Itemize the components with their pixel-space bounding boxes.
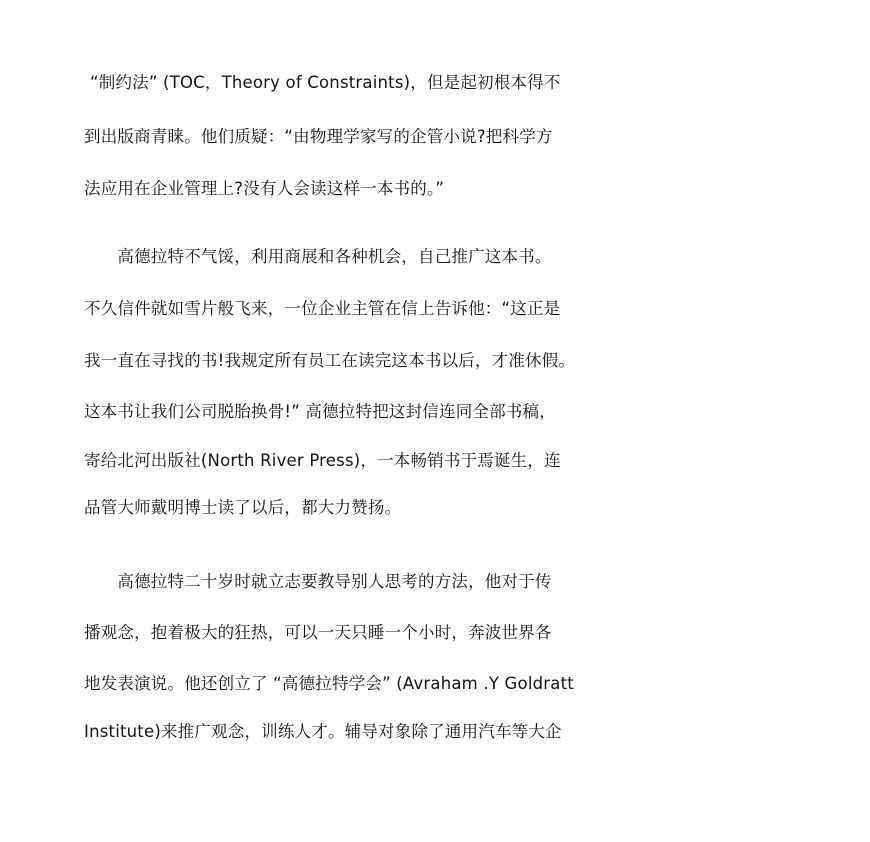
paragraph-1-line-3: 法应用在企业管理上?没有人会读这样一本书的。” (84, 179, 445, 198)
paragraph-3-line-4: Institute)来推广观念，训练人才。辅导对象除了通用汽车等大企 (84, 722, 562, 741)
paragraph-1-line-2: 到出版商青睐。他们质疑：“由物理学家写的企管小说?把科学方 (84, 127, 553, 146)
paragraph-2-line-2: 不久信件就如雪片般飞来，一位企业主管在信上告诉他：“这正是 (84, 299, 561, 318)
paragraph-2-line-1: 高德拉特不气馁，利用商展和各种机会，自己推广这本书。 (84, 247, 552, 266)
paragraph-2-line-5: 寄给北河出版社(North River Press)，一本畅销书于焉诞生，连 (84, 451, 561, 470)
paragraph-2-line-6: 品管大师戴明博士读了以后，都大力赞扬。 (84, 498, 402, 517)
paragraph-1-line-1: “制约法” (TOC，Theory of Constraints)，但是起初根本得不 (90, 73, 561, 92)
paragraph-2-line-3: 我一直在寻找的书!我规定所有员工在读完这本书以后，才准休假。 (84, 351, 576, 370)
paragraph-3-line-2: 播观念，抱着极大的狂热，可以一天只睡一个小时，奔波世界各 (84, 623, 552, 642)
paragraph-2-line-4: 这本书让我们公司脱胎换骨!” 高德拉特把这封信连同全部书稿， (84, 402, 556, 421)
paragraph-3-line-1: 高德拉特二十岁时就立志要教导别人思考的方法，他对于传 (84, 572, 552, 591)
paragraph-3-line-3: 地发表演说。他还创立了 “高德拉特学会” (Avraham .Y Goldratt (84, 674, 574, 693)
